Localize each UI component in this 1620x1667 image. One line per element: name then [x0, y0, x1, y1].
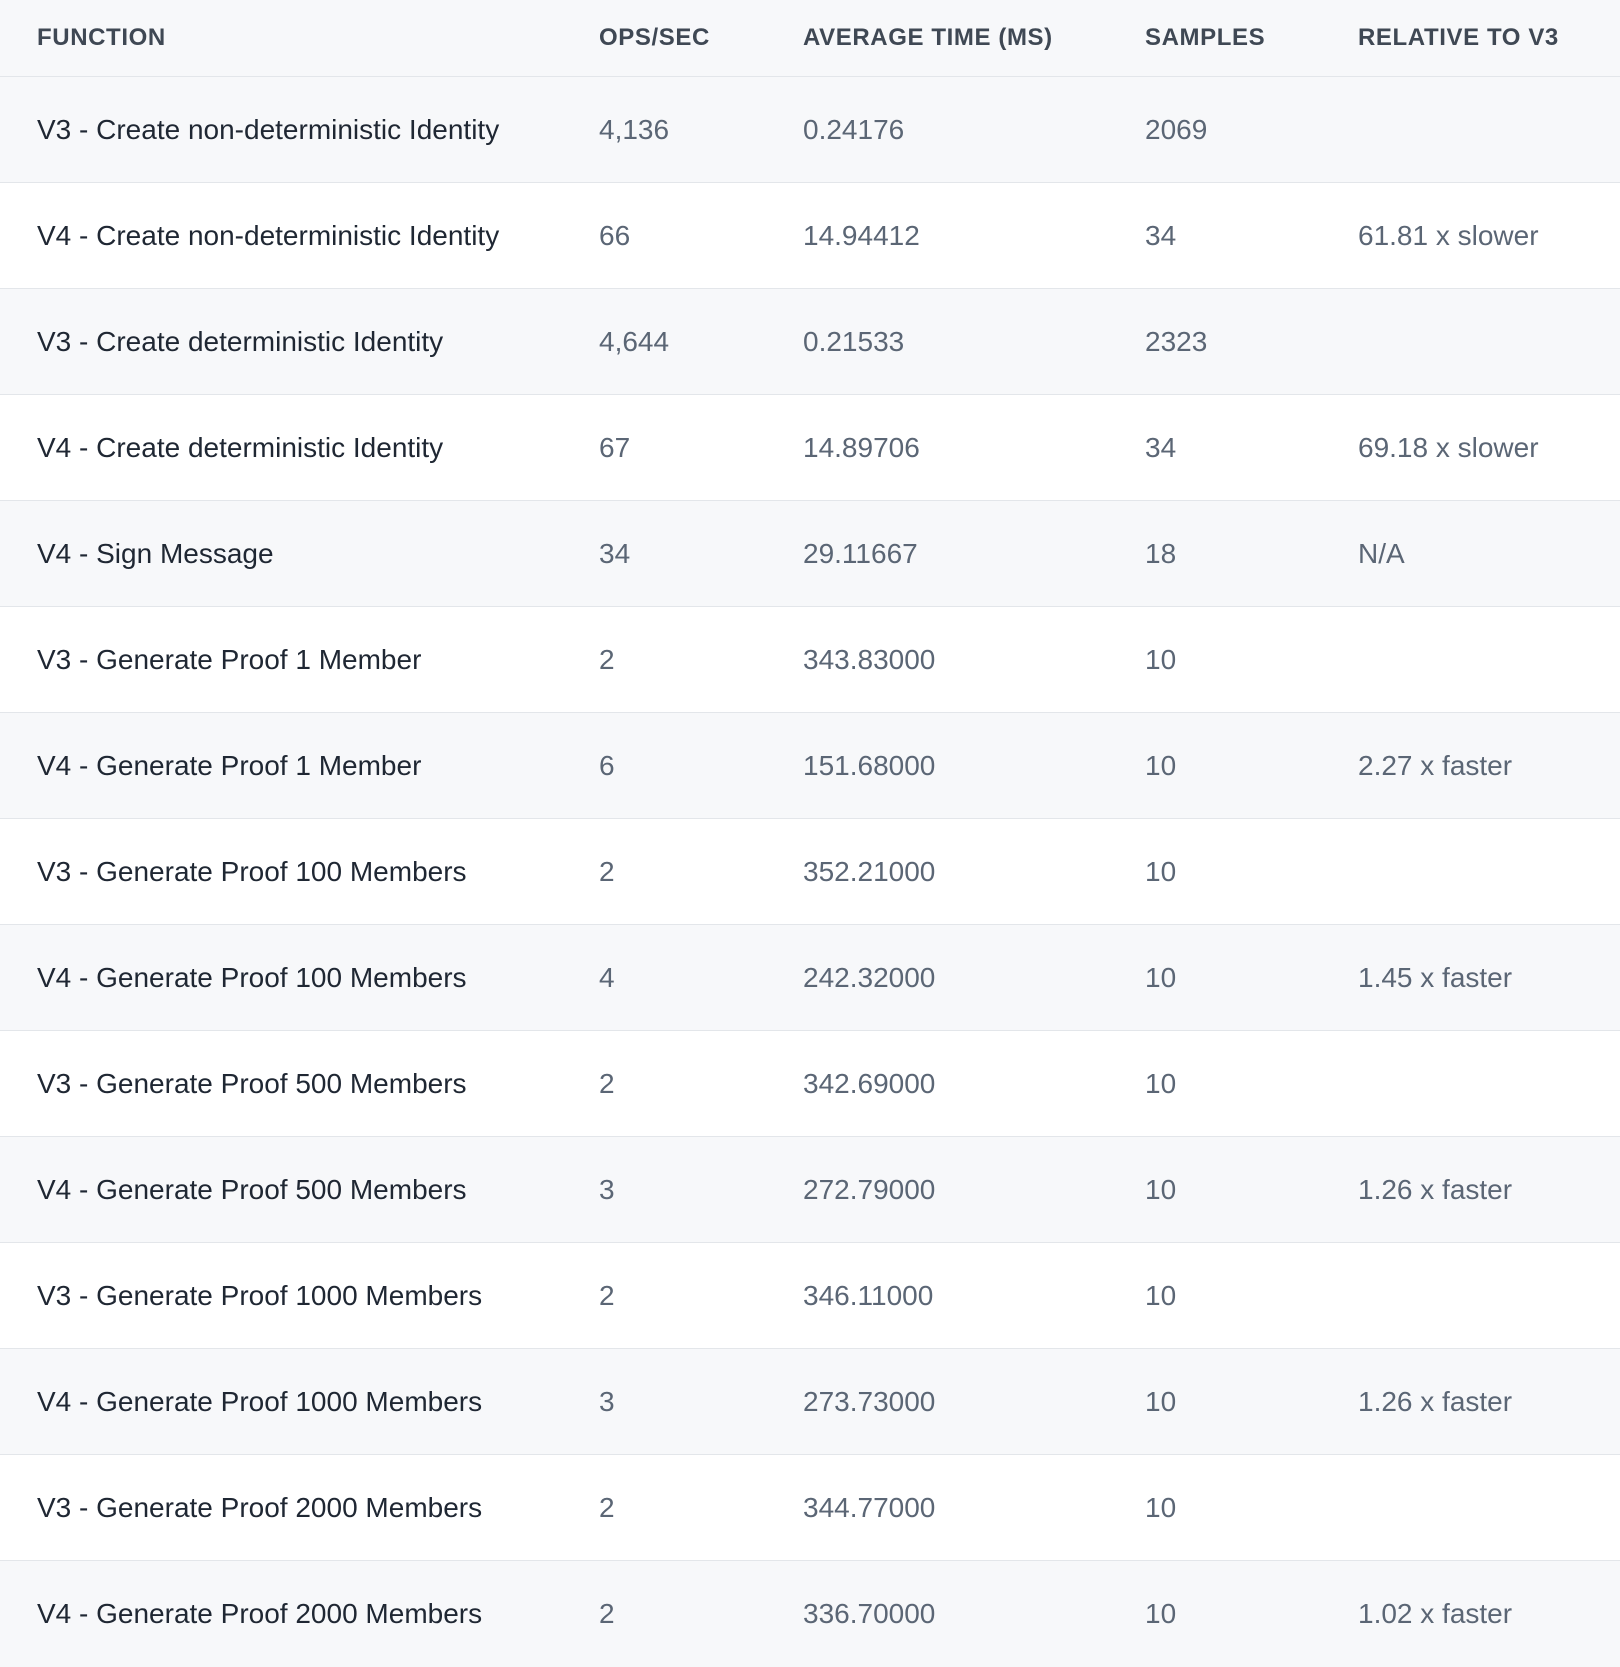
column-header-relative: RELATIVE TO V3 [1358, 0, 1620, 77]
cell-average-time: 14.89706 [803, 395, 1145, 501]
cell-function: V4 - Generate Proof 1 Member [0, 713, 599, 819]
cell-relative [1358, 77, 1620, 183]
cell-ops-sec: 2 [599, 819, 803, 925]
table-body [0, 77, 1620, 1667]
cell-average-time: 342.69000 [803, 1031, 1145, 1137]
table-header [0, 0, 1620, 77]
table-row [0, 713, 1620, 819]
cell-function: V3 - Generate Proof 2000 Members [0, 1455, 599, 1561]
cell-function: V3 - Create non-deterministic Identity [0, 77, 599, 183]
cell-average-time: 0.21533 [803, 289, 1145, 395]
cell-ops-sec: 2 [599, 1031, 803, 1137]
table-row [0, 1455, 1620, 1561]
table-row [0, 607, 1620, 713]
cell-relative: N/A [1358, 501, 1620, 607]
cell-function: V4 - Generate Proof 1000 Members [0, 1349, 599, 1455]
cell-ops-sec: 2 [599, 1455, 803, 1561]
cell-samples: 10 [1145, 1137, 1358, 1243]
cell-ops-sec: 4 [599, 925, 803, 1031]
cell-average-time: 273.73000 [803, 1349, 1145, 1455]
cell-average-time: 0.24176 [803, 77, 1145, 183]
cell-function: V3 - Generate Proof 1 Member [0, 607, 599, 713]
cell-ops-sec: 66 [599, 183, 803, 289]
cell-relative [1358, 289, 1620, 395]
cell-ops-sec: 6 [599, 713, 803, 819]
cell-function: V4 - Create non-deterministic Identity [0, 183, 599, 289]
cell-relative [1358, 1243, 1620, 1349]
table-row [0, 501, 1620, 607]
cell-average-time: 346.11000 [803, 1243, 1145, 1349]
table-row [0, 395, 1620, 501]
cell-ops-sec: 4,644 [599, 289, 803, 395]
cell-ops-sec: 2 [599, 1243, 803, 1349]
cell-ops-sec: 2 [599, 1561, 803, 1667]
cell-relative: 1.26 x faster [1358, 1137, 1620, 1243]
table-row [0, 183, 1620, 289]
cell-samples: 10 [1145, 713, 1358, 819]
cell-samples: 10 [1145, 1561, 1358, 1667]
column-header-function: FUNCTION [0, 0, 599, 77]
cell-samples: 10 [1145, 607, 1358, 713]
cell-average-time: 352.21000 [803, 819, 1145, 925]
table-row [0, 1561, 1620, 1667]
cell-relative [1358, 607, 1620, 713]
cell-relative [1358, 1455, 1620, 1561]
cell-ops-sec: 3 [599, 1349, 803, 1455]
cell-function: V3 - Generate Proof 500 Members [0, 1031, 599, 1137]
cell-average-time: 343.83000 [803, 607, 1145, 713]
cell-samples: 10 [1145, 1031, 1358, 1137]
cell-relative: 69.18 x slower [1358, 395, 1620, 501]
cell-average-time: 14.94412 [803, 183, 1145, 289]
column-header-ops-sec: OPS/SEC [599, 0, 803, 77]
cell-relative: 1.02 x faster [1358, 1561, 1620, 1667]
cell-samples: 10 [1145, 1243, 1358, 1349]
cell-samples: 2323 [1145, 289, 1358, 395]
cell-function: V4 - Sign Message [0, 501, 599, 607]
table-row [0, 1137, 1620, 1243]
table-row [0, 1031, 1620, 1137]
cell-ops-sec: 2 [599, 607, 803, 713]
cell-function: V4 - Generate Proof 100 Members [0, 925, 599, 1031]
cell-relative: 2.27 x faster [1358, 713, 1620, 819]
column-header-average-time: AVERAGE TIME (MS) [803, 0, 1145, 77]
cell-relative [1358, 819, 1620, 925]
cell-relative [1358, 1031, 1620, 1137]
cell-samples: 10 [1145, 925, 1358, 1031]
table-row [0, 1243, 1620, 1349]
cell-function: V3 - Create deterministic Identity [0, 289, 599, 395]
cell-function: V4 - Generate Proof 2000 Members [0, 1561, 599, 1667]
cell-function: V4 - Generate Proof 500 Members [0, 1137, 599, 1243]
table-row [0, 77, 1620, 183]
cell-average-time: 336.70000 [803, 1561, 1145, 1667]
cell-samples: 18 [1145, 501, 1358, 607]
cell-average-time: 272.79000 [803, 1137, 1145, 1243]
cell-relative: 61.81 x slower [1358, 183, 1620, 289]
cell-samples: 34 [1145, 183, 1358, 289]
column-header-samples: SAMPLES [1145, 0, 1358, 77]
cell-function: V4 - Create deterministic Identity [0, 395, 599, 501]
table-row [0, 1349, 1620, 1455]
table-row [0, 819, 1620, 925]
cell-samples: 34 [1145, 395, 1358, 501]
cell-relative: 1.45 x faster [1358, 925, 1620, 1031]
cell-ops-sec: 34 [599, 501, 803, 607]
cell-ops-sec: 67 [599, 395, 803, 501]
cell-samples: 10 [1145, 1349, 1358, 1455]
table-row [0, 925, 1620, 1031]
cell-average-time: 242.32000 [803, 925, 1145, 1031]
cell-samples: 2069 [1145, 77, 1358, 183]
cell-samples: 10 [1145, 1455, 1358, 1561]
cell-average-time: 151.68000 [803, 713, 1145, 819]
cell-average-time: 344.77000 [803, 1455, 1145, 1561]
cell-ops-sec: 4,136 [599, 77, 803, 183]
header-row [0, 0, 1620, 77]
table-row [0, 289, 1620, 395]
cell-relative: 1.26 x faster [1358, 1349, 1620, 1455]
cell-function: V3 - Generate Proof 1000 Members [0, 1243, 599, 1349]
cell-samples: 10 [1145, 819, 1358, 925]
cell-average-time: 29.11667 [803, 501, 1145, 607]
cell-function: V3 - Generate Proof 100 Members [0, 819, 599, 925]
cell-ops-sec: 3 [599, 1137, 803, 1243]
